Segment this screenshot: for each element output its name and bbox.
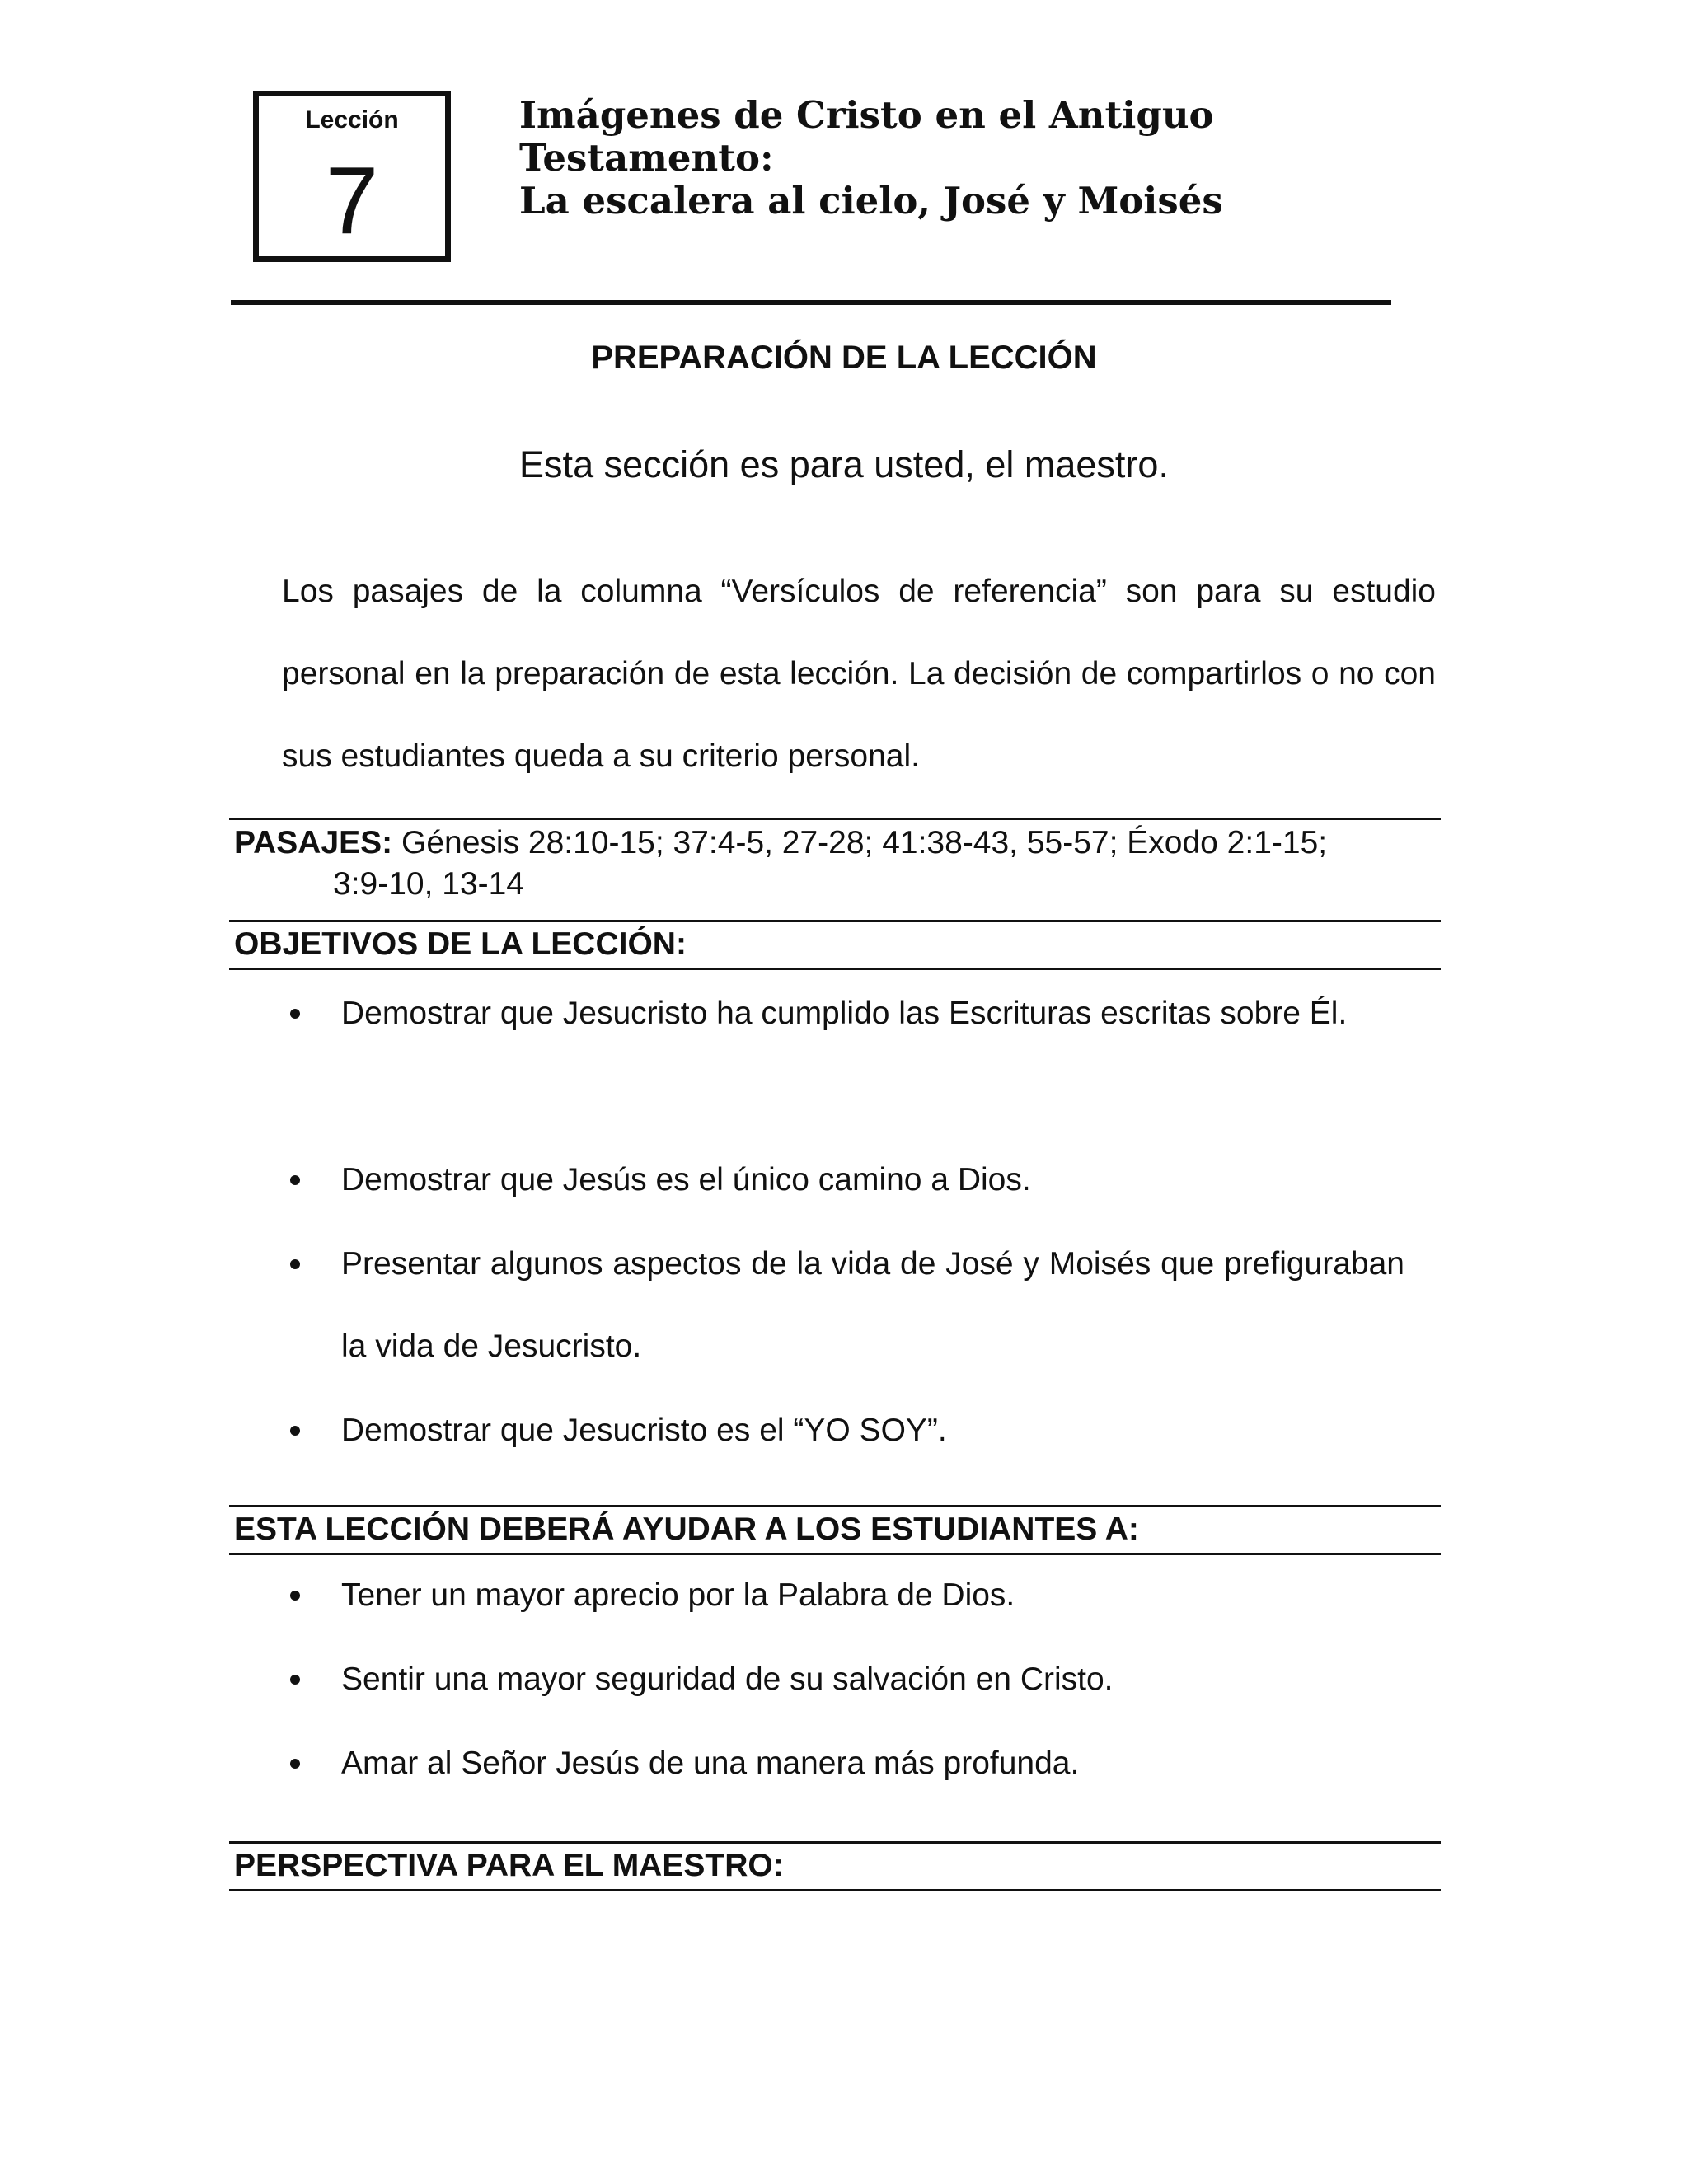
lesson-title-line-1: Imágenes de Cristo en el Antiguo: [519, 93, 1214, 137]
objective-text: Demostrar que Jesucristo ha cumplido las Escrituras escritas sobre Él.: [341, 996, 1348, 1031]
student-goals-top-rule: [229, 1505, 1441, 1507]
perspective-top-rule: [229, 1841, 1441, 1844]
objective-text: Demostrar que Jesucristo es el “YO SOY”.: [341, 1413, 947, 1448]
lesson-title-line-3: La escalera al cielo, José y Moisés: [519, 179, 1223, 223]
objectives-top-rule: [229, 920, 1441, 922]
objective-text: Presentar algunos aspectos de la vida de José y Moisés que prefiguraban la vida de Jesucristo.: [341, 1246, 1404, 1364]
lesson-title: [519, 94, 1467, 223]
objectives-bottom-rule: [229, 968, 1441, 970]
title-divider: [231, 300, 1391, 305]
teacher-note: Esta sección es para usted, el maestro.: [519, 443, 1169, 485]
goal-text: Amar al Señor Jesús de una manera más profunda.: [341, 1746, 1080, 1781]
perspective-heading: PERSPECTIVA PARA EL MAESTRO:: [234, 1848, 784, 1883]
perspective-bottom-rule: [229, 1889, 1441, 1891]
bullet-icon: [290, 1426, 300, 1436]
bullet-icon: [290, 1259, 300, 1269]
passages-label: PASAJES:: [234, 825, 393, 860]
lesson-number-box: [253, 91, 451, 262]
bullet-icon: [290, 1175, 300, 1185]
preparation-heading: PREPARACIÓN DE LA LECCIÓN: [591, 340, 1097, 376]
passages-text: Génesis 28:10-15; 37:4-5, 27-28; 41:38-43, 55-57; Éxodo 2:1-15;: [392, 825, 1328, 860]
lesson-label: Lección: [305, 106, 399, 134]
student-goals-heading: ESTA LECCIÓN DEBERÁ AYUDAR A LOS ESTUDIANTES A:: [234, 1511, 1139, 1547]
bullet-icon: [290, 1009, 300, 1019]
objectives-heading: OBJETIVOS DE LA LECCIÓN:: [234, 926, 687, 962]
bullet-icon: [290, 1675, 300, 1685]
preparation-intro: Los pasajes de la columna “Versículos de referencia” son para su estudio personal en la preparación de esta lección. La decisión de compartirlos o no con sus estudiantes queda a su criterio personal.: [282, 574, 1436, 774]
passages-block: [234, 823, 1446, 905]
bullet-icon: [290, 1759, 300, 1769]
bullet-icon: [290, 1591, 300, 1601]
goal-text: Sentir una mayor seguridad de su salvación en Cristo.: [341, 1661, 1114, 1697]
lesson-title-line-2: Testamento:: [519, 136, 774, 180]
passages-continuation: 3:9-10, 13-14: [333, 866, 525, 902]
objective-text: Demostrar que Jesús es el único camino a Dios.: [341, 1162, 1031, 1197]
passages-top-rule: [229, 818, 1441, 820]
lesson-number: 7: [325, 147, 379, 254]
goal-text: Tener un mayor aprecio por la Palabra de Dios.: [341, 1577, 1015, 1613]
